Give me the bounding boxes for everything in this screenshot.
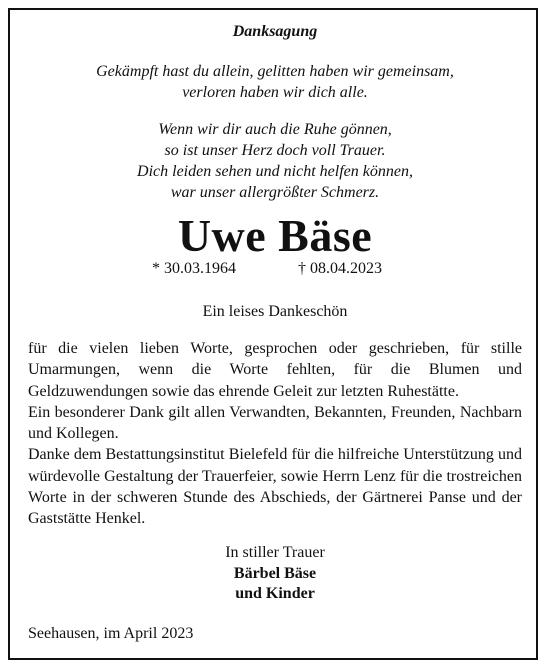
notice-heading: Danksagung (232, 23, 318, 40)
death-date: † 08.04.2023 (298, 260, 382, 277)
poem-line: so ist unser Herz doch voll Trauer. (164, 142, 386, 159)
poem-line: verloren haben wir dich alle. (182, 84, 368, 101)
poem-stanza-2 (0, 119, 550, 203)
poem-line: Gekämpft hast du allein, gelitten haben wir gemeinsam, (96, 63, 454, 80)
body-paragraph: Danke dem Bestattungsinstitut Bielefeld für die hilfreiche Unterstützung und würdevolle Gestaltung der Trauerfeier, sowie Herrn Lenz für die trostreichen Worte in der schweren Stunde des Abschieds, der Gärtnerei Panse und der Gaststätte Henkel. (28, 446, 522, 528)
thanks-body (28, 338, 522, 530)
signoff-name: und Kinder (235, 585, 315, 602)
thanks-subheading: Ein leises Dankeschön (202, 303, 348, 320)
body-paragraph: für die vielen lieben Worte, gesprochen oder geschrieben, für stille Umarmungen, wenn die Worte fehlten, für die Blumen und Geldzuwendungen sowie das ehrende Geleit zur letzten Ruhestätte. (28, 340, 522, 400)
signoff-intro: In stiller Trauer (225, 544, 325, 561)
body-paragraph: Ein besonderer Dank gilt allen Verwandten, Bekannten, Freunden, Nachbarn und Kollegen. (28, 403, 522, 443)
poem-line: war unser allergrößter Schmerz. (170, 184, 380, 201)
poem-line: Dich leiden sehen und nicht helfen können, (137, 163, 413, 180)
poem-line: Wenn wir dir auch die Ruhe gönnen, (158, 121, 392, 138)
signoff-name: Bärbel Bäse (233, 564, 317, 582)
signoff (0, 543, 550, 605)
poem-stanza-1 (0, 61, 550, 103)
place-and-date: Seehausen, im April 2023 (28, 625, 194, 642)
birth-date: * 30.03.1964 (152, 260, 236, 277)
deceased-name: Uwe Bäse (177, 210, 373, 261)
